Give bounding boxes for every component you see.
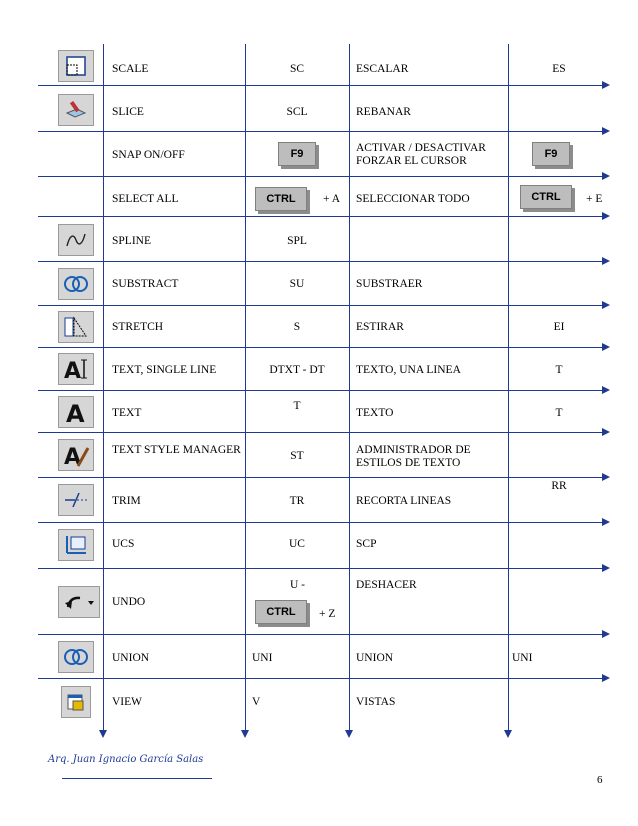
command-shortcut: SC	[289, 63, 305, 75]
ctrl-key-icon: CTRL	[255, 187, 307, 211]
command-alias: T	[555, 407, 563, 419]
arrow-right-icon	[602, 212, 610, 220]
arrow-right-icon	[602, 518, 610, 526]
ctrl-key-icon: CTRL	[255, 600, 307, 624]
subtract-icon	[58, 268, 94, 300]
row-line	[38, 522, 603, 523]
row-line	[38, 261, 603, 262]
spline-icon	[58, 224, 94, 256]
row-line	[38, 568, 603, 569]
arrow-right-icon	[602, 81, 610, 89]
command-alias: EI	[553, 321, 565, 333]
scale-icon	[58, 50, 94, 82]
command-name-es: ESTIRAR	[356, 321, 404, 333]
command-name-es: VISTAS	[356, 696, 396, 708]
ucs-icon	[58, 529, 94, 561]
arrow-right-icon	[602, 172, 610, 180]
column-line-2	[245, 44, 246, 730]
command-shortcut: TR	[289, 495, 305, 507]
column-line-3	[349, 44, 350, 730]
page-number: 6	[597, 774, 603, 786]
row-line	[38, 216, 603, 217]
key-suffix: + Z	[319, 608, 336, 620]
row-line	[38, 305, 603, 306]
command-shortcut: T	[293, 400, 301, 412]
command-alias: RR	[551, 480, 567, 492]
single-line-text-icon	[58, 353, 94, 385]
svg-text:A: A	[66, 400, 85, 425]
command-name-en: SUBSTRACT	[112, 278, 179, 290]
stretch-icon	[58, 311, 94, 343]
arrow-right-icon	[602, 127, 610, 135]
svg-text:A: A	[64, 359, 82, 382]
command-shortcut: ST	[290, 450, 304, 462]
command-shortcut: SPL	[287, 235, 307, 247]
arrow-right-icon	[602, 564, 610, 572]
command-shortcut: U -	[290, 579, 306, 591]
command-name-es: UNION	[356, 652, 394, 664]
column-line-1	[103, 44, 104, 730]
command-name-es: ACTIVAR / DESACTIVAR FORZAR EL CURSOR	[356, 142, 486, 167]
undo-icon	[58, 586, 100, 618]
command-name-es: ESCALAR	[356, 63, 409, 75]
row-line	[38, 85, 603, 86]
row-line	[38, 176, 603, 177]
trim-icon	[58, 484, 94, 516]
row-line	[38, 432, 603, 433]
command-name-en: SELECT ALL	[112, 193, 179, 205]
command-name-es: DESHACER	[356, 579, 417, 591]
command-name-en: STRETCH	[112, 321, 164, 333]
author-signature: Arq. Juan Ignacio García Salas	[48, 754, 204, 765]
command-alias: T	[555, 364, 563, 376]
command-name-en: SPLINE	[112, 235, 151, 247]
key-suffix: + A	[323, 193, 341, 205]
command-shortcut: SCL	[286, 106, 308, 118]
command-name-es: SELECCIONAR TODO	[356, 193, 470, 205]
command-name-en: TEXT, SINGLE LINE	[112, 364, 217, 376]
key-suffix: + E	[586, 193, 603, 205]
command-name-en: SCALE	[112, 63, 149, 75]
command-name-es: TEXTO	[356, 407, 394, 419]
arrow-right-icon	[602, 386, 610, 394]
arrow-right-icon	[602, 428, 610, 436]
command-name-es: RECORTA LINEAS	[356, 495, 452, 507]
command-name-en: TRIM	[112, 495, 141, 507]
command-name-es: ADMINISTRADOR DE ESTILOS DE TEXTO	[356, 444, 471, 469]
row-line	[38, 390, 603, 391]
text-style-icon	[58, 439, 94, 471]
command-shortcut: S	[293, 321, 301, 333]
command-shortcut: UNI	[252, 652, 273, 664]
row-line	[38, 678, 603, 679]
row-line	[38, 634, 603, 635]
f9-key-icon: F9	[532, 142, 570, 166]
column-line-4	[508, 44, 509, 730]
union-icon	[58, 641, 94, 673]
command-name-en: UCS	[112, 538, 135, 550]
command-shortcut: UC	[289, 538, 305, 550]
command-name-en: SNAP ON/OFF	[112, 149, 185, 161]
row-line	[38, 347, 603, 348]
command-name-en: SLICE	[112, 106, 144, 118]
row-line	[38, 477, 603, 478]
text-icon	[58, 396, 94, 428]
command-name-en: UNDO	[112, 596, 146, 608]
arrow-right-icon	[602, 301, 610, 309]
arrow-down-icon	[504, 730, 512, 738]
f9-key-icon: F9	[278, 142, 316, 166]
command-shortcut: V	[252, 696, 261, 708]
command-name-es: TEXTO, UNA LINEA	[356, 364, 461, 376]
command-shortcut: SU	[289, 278, 305, 290]
command-alias: UNI	[512, 652, 533, 664]
signature-line	[62, 778, 212, 779]
command-alias: ES	[552, 63, 566, 75]
ctrl-key-icon: CTRL	[520, 185, 572, 209]
arrow-down-icon	[345, 730, 353, 738]
command-shortcut: DTXT - DT	[269, 364, 325, 376]
row-line	[38, 131, 603, 132]
command-name-en: VIEW	[112, 696, 143, 708]
slice-icon	[58, 94, 94, 126]
arrow-down-icon	[241, 730, 249, 738]
arrow-right-icon	[602, 630, 610, 638]
arrow-right-icon	[602, 343, 610, 351]
command-name-es: REBANAR	[356, 106, 411, 118]
command-name-en: UNION	[112, 652, 150, 664]
arrow-right-icon	[602, 257, 610, 265]
command-name-en: TEXT STYLE MANAGER	[112, 444, 241, 456]
command-name-en: TEXT	[112, 407, 142, 419]
arrow-right-icon	[602, 674, 610, 682]
command-name-es: SUBSTRAER	[356, 278, 423, 290]
svg-text:A: A	[64, 445, 82, 468]
arrow-down-icon	[99, 730, 107, 738]
view-icon	[61, 686, 91, 718]
command-name-es: SCP	[356, 538, 377, 550]
